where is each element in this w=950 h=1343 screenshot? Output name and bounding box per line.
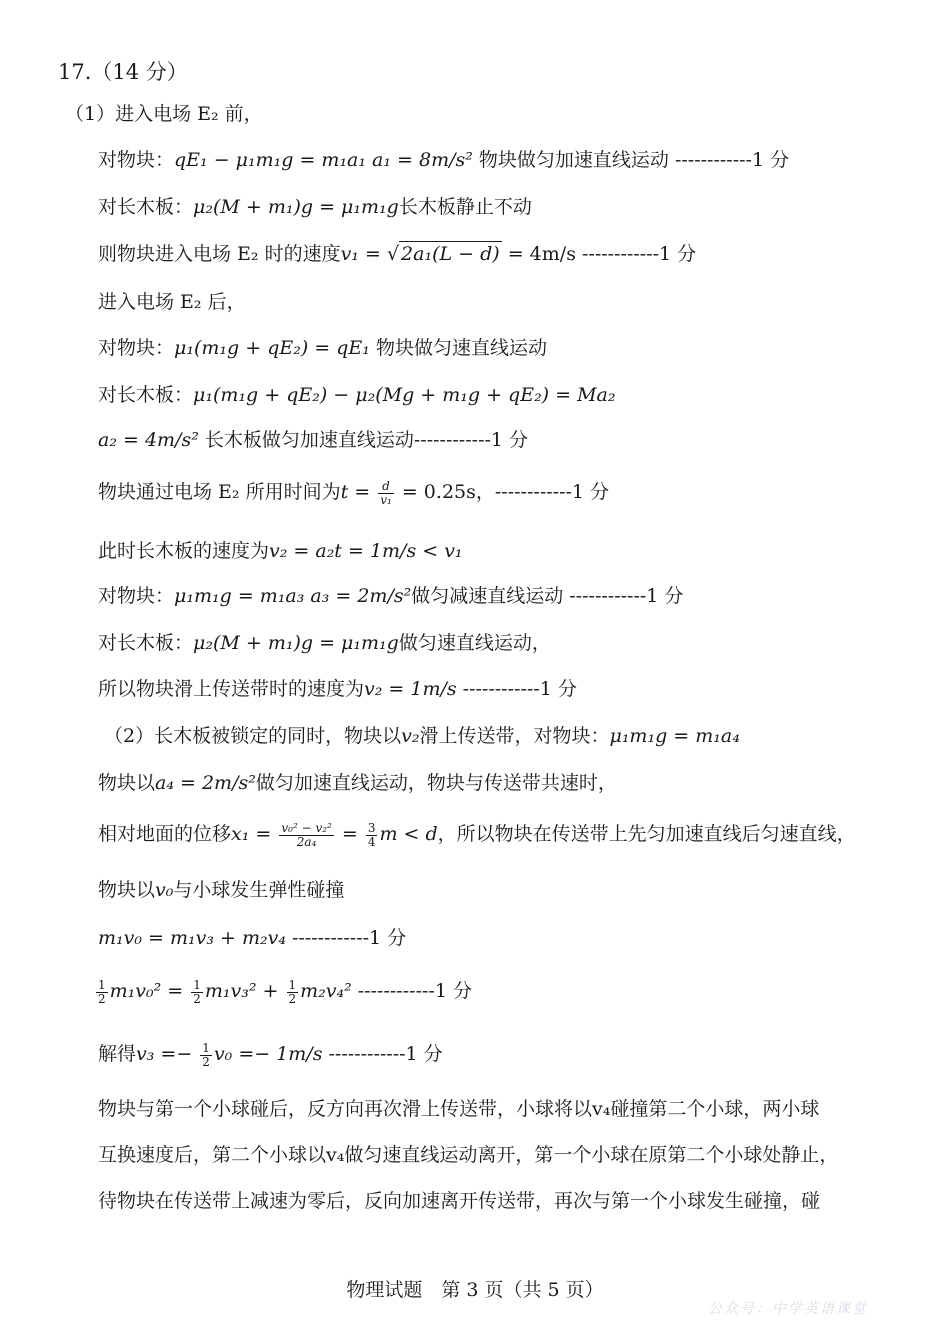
sqrt-sign: √: [386, 243, 400, 265]
math: v₁ =: [340, 243, 387, 265]
denominator: 2: [193, 991, 201, 1006]
math: μ₁m₁g = m₁a₄: [609, 725, 740, 747]
text: ------------1 分: [456, 678, 577, 700]
math: x₁ =: [231, 823, 278, 845]
text: 此时长木板的速度为: [98, 540, 270, 562]
denominator: 4: [367, 834, 376, 849]
math: qE₁ − μ₁m₁g = m₁a₁ a₁ = 8m/s²: [174, 149, 473, 171]
math: v₂ = a₂t = 1m/s < v₁: [269, 540, 463, 562]
line-a4: [98, 769, 617, 797]
text: ------------1 分: [575, 243, 697, 265]
line-board-static: [98, 193, 532, 221]
text: 滑上传送带，对物块：: [419, 725, 610, 747]
line-a2: [98, 426, 528, 454]
math: m₁v₃² +: [204, 980, 285, 1002]
text: 做匀加速直线运动，物块与传送带共速时，: [255, 772, 617, 794]
denominator: 2: [98, 991, 106, 1006]
text: 物块以: [98, 772, 156, 794]
math: v₂ = 1m/s: [364, 678, 457, 700]
line-momentum: [98, 924, 406, 952]
numerator: 1: [288, 977, 297, 992]
sqrt-body: 2a₁(L − d): [401, 243, 500, 265]
fraction: [96, 979, 108, 1006]
watermark: 公众号：中学英语课堂: [708, 1301, 868, 1317]
math: =: [335, 823, 364, 845]
text: 对长木板：: [98, 632, 194, 654]
text: 长木板做匀加速直线运动------------1 分: [198, 429, 529, 451]
line-collision-intro: [98, 876, 344, 904]
math: m₁v₀² =: [109, 980, 190, 1002]
denominator: 2: [202, 1054, 210, 1069]
math: m₁v₀ = m₁v₃ + m₂v₄: [98, 927, 286, 949]
line-after-e2: 进入电场 E₂ 后，: [98, 291, 246, 313]
text: 物块以: [98, 879, 156, 901]
fraction: [200, 1042, 212, 1069]
text: （2）长木板被锁定的同时，物块以: [104, 725, 402, 747]
text: 对物块：: [98, 149, 175, 171]
numerator: d: [378, 480, 394, 494]
denominator: 2: [288, 991, 297, 1006]
math: = 0.25s: [395, 481, 476, 503]
text: ------------1 分: [351, 980, 472, 1002]
line-time: [98, 478, 609, 507]
fraction: [378, 480, 394, 507]
text: 物块做匀速直线运动: [369, 337, 547, 359]
line-block-uniform: [98, 334, 547, 362]
line-block-acc: [98, 146, 789, 174]
text: 物块通过电场 E₂ 所用时间为: [98, 481, 341, 503]
text: ，------------1 分: [475, 481, 610, 503]
line-v2: [98, 537, 463, 565]
math: v₃ =−: [136, 1043, 199, 1065]
text: ------------1 分: [285, 927, 407, 949]
part1-intro: （1）进入电场 E₂ 前，: [65, 103, 263, 125]
paragraph-line-2: 互换速度后，第二个小球以v₄做匀速直线运动离开，第一个小球在原第二个小球处静止，: [98, 1144, 839, 1166]
paragraph-line-3: 待物块在传送带上减速为零后，反向加速离开传送带，再次与第一个小球发生碰撞，碰: [98, 1190, 821, 1212]
text: 做匀减速直线运动 ------------1 分: [411, 585, 684, 607]
text: 对长木板：: [98, 196, 194, 218]
math: t =: [340, 481, 377, 503]
fraction: [191, 979, 203, 1006]
line-block-decel: [98, 582, 683, 610]
text: 相对地面的位移: [98, 823, 232, 845]
text: 对物块：: [98, 585, 175, 607]
math: m₂v₄²: [300, 980, 352, 1002]
math: μ₁(m₁g + qE₂) − μ₂(Mg + m₁g + qE₂) = Ma₂: [193, 384, 616, 406]
text: ------------1 分: [322, 1043, 443, 1065]
math: m < d: [379, 823, 438, 845]
line-energy: [94, 977, 472, 1006]
denominator: v₁: [380, 492, 392, 507]
text: 长木板静止不动: [398, 196, 532, 218]
text: 与小球发生弹性碰撞: [173, 879, 345, 901]
page-footer: 物理试题 第 3 页（共 5 页）: [346, 1279, 604, 1301]
line-belt-speed: [98, 675, 577, 703]
text: 对物块：: [98, 337, 175, 359]
math: a₄ = 2m/s²: [155, 772, 256, 794]
numerator: 3: [367, 820, 376, 835]
math: a₂ = 4m/s²: [98, 429, 199, 451]
math: μ₁m₁g = m₁a₃ a₃ = 2m/s²: [174, 585, 412, 607]
math: v₀ =− 1m/s: [213, 1043, 323, 1065]
math: v₀: [155, 879, 174, 901]
problem-number: 17.（14 分）: [58, 60, 188, 84]
math: v₂: [401, 725, 420, 747]
math: μ₂(M + m₁)g = μ₁m₁g: [193, 196, 399, 218]
fraction: [366, 822, 378, 849]
line-solve-v3: [98, 1040, 443, 1069]
part2-intro: [104, 722, 740, 750]
text: ，所以物块在传送带上先匀加速直线后匀速直线，: [437, 823, 856, 845]
text: 则物块进入电场 E₂ 时的速度: [98, 243, 341, 265]
fraction: [279, 822, 333, 849]
numerator: 1: [193, 977, 201, 992]
text: 做匀速直线运动，: [398, 632, 551, 654]
numerator: 1: [98, 977, 106, 992]
denominator: 2a₄: [296, 834, 317, 849]
numerator: v₀² − v₂²: [281, 820, 332, 835]
line-v1: [98, 240, 696, 268]
paragraph-line-1: 物块与第一个小球碰后，反方向再次滑上传送带，小球将以v₄碰撞第二个小球，两小球: [98, 1098, 820, 1120]
line-x1: [98, 820, 856, 849]
math: μ₁(m₁g + qE₂) = qE₁: [174, 337, 370, 359]
line-board-uniform: [98, 629, 551, 657]
text: 对长木板：: [98, 384, 194, 406]
text: 物块做匀加速直线运动 ------------1 分: [472, 149, 790, 171]
fraction: [287, 979, 299, 1006]
math: μ₂(M + m₁)g = μ₁m₁g: [193, 632, 399, 654]
text: 所以物块滑上传送带时的速度为: [98, 678, 365, 700]
text: 解得: [98, 1043, 137, 1065]
numerator: 1: [202, 1040, 210, 1055]
math: = 4m/s: [501, 243, 576, 265]
line-board-force: [98, 381, 616, 409]
